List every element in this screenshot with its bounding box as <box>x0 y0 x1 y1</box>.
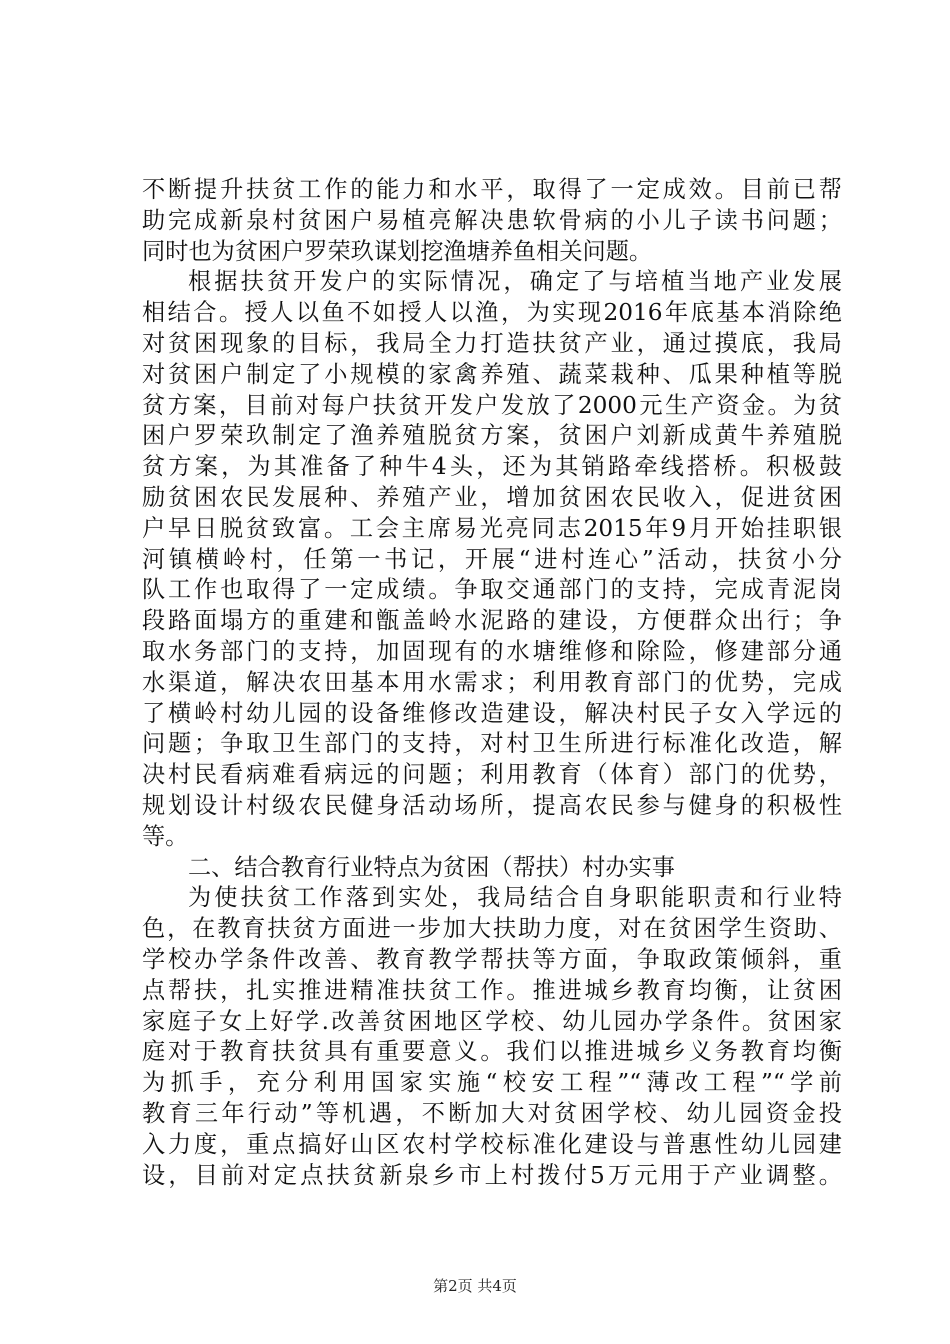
text-line: 点帮扶，扎实推进精准扶贫工作。推进城乡教育均衡，让贫困 <box>142 976 842 1004</box>
text-line: 贫方案，为其准备了种牛4头，还为其销路牵线搭桥。积极鼓 <box>142 453 842 481</box>
text-line: 教育三年行动”等机遇，不断加大对贫困学校、幼儿园资金投 <box>142 1099 842 1127</box>
text-line: 对贫困户制定了小规模的家禽养殖、蔬菜栽种、瓜果种植等脱 <box>142 360 842 388</box>
text-line: 段路面塌方的重建和甑盖岭水泥路的建设，方便群众出行；争 <box>142 607 842 635</box>
text-line: 为使扶贫工作落到实处，我局结合自身职能职责和行业特 <box>188 884 842 912</box>
text-line: 根据扶贫开发户的实际情况，确定了与培植当地产业发展 <box>188 268 842 296</box>
text-line: 队工作也取得了一定成绩。争取交通部门的支持，完成青泥岗 <box>142 576 842 604</box>
text-line: 决村民看病难看病远的问题；利用教育（体育）部门的优势， <box>142 761 842 789</box>
text-line: 规划设计村级农民健身活动场所，提高农民参与健身的积极性 <box>142 791 842 819</box>
text-line: 设，目前对定点扶贫新泉乡市上村拨付5万元用于产业调整。 <box>142 1161 842 1189</box>
text-line: 水渠道，解决农田基本用水需求；利用教育部门的优势，完成 <box>142 668 842 696</box>
text-line: 问题；争取卫生部门的支持，对村卫生所进行标准化改造，解 <box>142 730 842 758</box>
text-line: 励贫困农民发展种、养殖产业，增加贫困农民收入，促进贫困 <box>142 483 842 511</box>
text-line: 相结合。授人以鱼不如授人以渔，为实现2016年底基本消除绝 <box>142 299 842 327</box>
text-line: 二、结合教育行业特点为贫困（帮扶）村办实事 <box>188 853 675 881</box>
text-line: 户早日脱贫致富。工会主席易光亮同志2015年9月开始挂职银 <box>142 514 842 542</box>
text-line: 困户罗荣玖制定了渔养殖脱贫方案，贫困户刘新成黄牛养殖脱 <box>142 422 842 450</box>
text-line: 色，在教育扶贫方面进一步加大扶助力度，对在贫困学生资助、 <box>142 915 842 943</box>
text-line: 等。 <box>142 822 189 850</box>
text-line: 河镇横岭村，任第一书记，开展“进村连心”活动，扶贫小分 <box>142 545 842 573</box>
text-line: 同时也为贫困户罗荣玖谋划挖渔塘养鱼相关问题。 <box>142 237 653 265</box>
text-line: 为抓手，充分利用国家实施“校安工程”“薄改工程”“学前 <box>142 1069 842 1097</box>
text-line: 家庭子女上好学.改善贫困地区学校、幼儿园办学条件。贫困家 <box>142 1007 842 1035</box>
text-line: 学校办学条件改善、教育教学帮扶等方面，争取政策倾斜，重 <box>142 945 842 973</box>
page-footer: 第2页 共4页 <box>433 1277 517 1295</box>
document-body <box>142 175 842 1191</box>
text-line: 对贫困现象的目标，我局全力打造扶贫产业，通过摸底，我局 <box>142 329 842 357</box>
text-line: 取水务部门的支持，加固现有的水塘维修和除险，修建部分通 <box>142 637 842 665</box>
text-line: 贫方案，目前对每户扶贫开发户发放了2000元生产资金。为贫 <box>142 391 842 419</box>
text-line: 助完成新泉村贫困户易植亮解决患软骨病的小儿子读书问题； <box>142 206 842 234</box>
text-line: 不断提升扶贫工作的能力和水平，取得了一定成效。目前已帮 <box>142 176 842 203</box>
text-line: 入力度，重点搞好山区农村学校标准化建设与普惠性幼儿园建 <box>142 1130 842 1158</box>
text-line: 了横岭村幼儿园的设备维修改造建设，解决村民子女入学远的 <box>142 699 842 727</box>
text-line: 庭对于教育扶贫具有重要意义。我们以推进城乡义务教育均衡 <box>142 1038 842 1066</box>
